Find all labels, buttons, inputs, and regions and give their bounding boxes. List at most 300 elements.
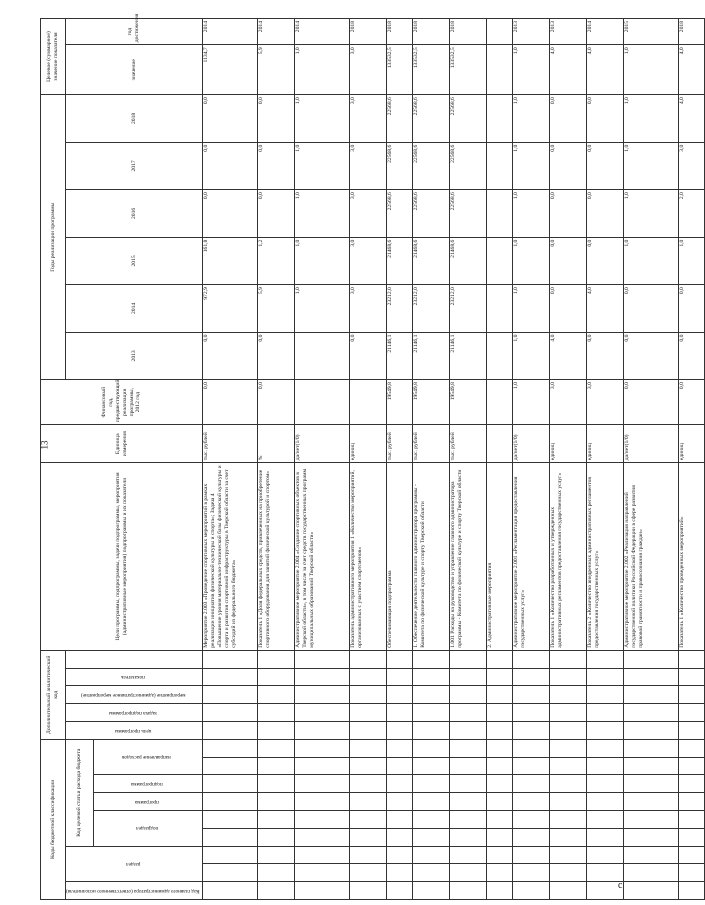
- code-cell: [487, 882, 513, 900]
- code-cell: [587, 739, 624, 757]
- unit-cell: единиц: [587, 425, 624, 463]
- year-value-cell: 22568,6: [413, 142, 450, 189]
- code-cell: [513, 793, 550, 811]
- final-value-cell: 1,0: [624, 45, 679, 95]
- code-cell: [203, 757, 258, 775]
- table-body: [203, 19, 705, 900]
- year-value-cell: 22568,6: [413, 190, 450, 237]
- final-value-cell: 1,0: [295, 45, 350, 95]
- code-cell: [487, 722, 513, 740]
- year-value-cell: 0,0: [350, 332, 387, 379]
- code-cell: [295, 882, 350, 900]
- year-value-cell: 0,0: [679, 332, 705, 379]
- code-cell: [350, 775, 387, 793]
- table-row: [487, 19, 513, 900]
- code-cell: [413, 811, 450, 829]
- year-value-cell: 22568,6: [450, 95, 487, 143]
- year-value-cell: [295, 332, 350, 379]
- code-cell: [487, 811, 513, 829]
- final-year-cell: [487, 19, 513, 45]
- year-value-cell: 1,0: [624, 190, 679, 237]
- subsection-header: подраздел: [135, 825, 158, 832]
- code-cell: [679, 864, 705, 882]
- code-cell: [450, 686, 487, 704]
- code-cell: [203, 864, 258, 882]
- year-value-cell: 0,0: [587, 190, 624, 237]
- code-cell: [513, 668, 550, 686]
- code-cell: [513, 704, 550, 722]
- unit-header: Единица измерения: [41, 425, 203, 463]
- year-value-cell: 1,0: [679, 237, 705, 284]
- code-cell: [350, 846, 387, 864]
- name-cell: 1. Обеспечение деятельности главного администратора программы - Комитета по физической культуре и спорту Тверской области: [413, 463, 450, 651]
- year-value-cell: 1,0: [624, 142, 679, 189]
- year-value-cell: 0,0: [587, 237, 624, 284]
- year-value-cell: 0,0: [203, 142, 258, 189]
- code-cell: [624, 704, 679, 722]
- code-cell: [203, 811, 258, 829]
- code-cell: [587, 704, 624, 722]
- code-cell: [679, 757, 705, 775]
- final-value-cell: 4,0: [550, 45, 587, 95]
- year-value-cell: 2,0: [679, 190, 705, 237]
- code-cell: [387, 722, 413, 740]
- code-cell: [550, 846, 587, 864]
- code-cell: [487, 757, 513, 775]
- code-cell: [413, 775, 450, 793]
- code-cell: [387, 775, 413, 793]
- year-value-cell: 0,0: [550, 142, 587, 189]
- code-cell: [487, 846, 513, 864]
- prev-year-cell: 0,0: [679, 380, 705, 425]
- prev-year-cell: 0,0: [203, 380, 258, 425]
- prev-year-cell: [350, 380, 387, 425]
- code-cell: [450, 864, 487, 882]
- code-cell: [587, 668, 624, 686]
- code-cell: [679, 668, 705, 686]
- code-cell: [679, 650, 705, 668]
- code-cell: [487, 864, 513, 882]
- code-cell: [513, 811, 550, 829]
- code-cell: [679, 846, 705, 864]
- final-value-cell: [487, 45, 513, 95]
- code-cell: [258, 704, 295, 722]
- code-cell: [203, 650, 258, 668]
- year-value-cell: 21146,1: [387, 332, 413, 379]
- unit-cell: %: [258, 425, 295, 463]
- year-value-cell: 4,0: [587, 285, 624, 332]
- year-value-cell: 21468,6: [413, 237, 450, 284]
- final-value-cell: 1134,7: [203, 45, 258, 95]
- code-cell: [295, 775, 350, 793]
- budget-code-header: Коды бюджетной классификации: [41, 739, 66, 899]
- year-value-cell: 0,0: [258, 95, 295, 143]
- code-cell: [387, 864, 413, 882]
- code-cell: [203, 846, 258, 864]
- year-value-cell: 22568,6: [387, 190, 413, 237]
- code-cell: [513, 650, 550, 668]
- code-cell: [203, 704, 258, 722]
- code-cell: [203, 668, 258, 686]
- code-cell: [513, 686, 550, 704]
- year-value-cell: 161,8: [203, 237, 258, 284]
- code-cell: [295, 864, 350, 882]
- code-cell: [258, 775, 295, 793]
- code-cell: [587, 864, 624, 882]
- event-header: мероприятие (административное мероприятие): [80, 692, 186, 698]
- code-cell: [203, 775, 258, 793]
- target-article-header: Код целевой статьи расхода бюджета: [66, 739, 94, 846]
- year-value-cell: 0,0: [550, 237, 587, 284]
- name-cell: 2. Административные мероприятия: [487, 463, 513, 651]
- code-cell: [487, 668, 513, 686]
- code-cell: [450, 668, 487, 686]
- code-cell: [487, 686, 513, 704]
- final-value-subheader: значение: [66, 45, 203, 95]
- code-cell: [624, 668, 679, 686]
- code-cell: [550, 739, 587, 757]
- code-cell: [587, 882, 624, 900]
- year-value-cell: 1,0: [295, 237, 350, 284]
- code-cell: [387, 686, 413, 704]
- year-value-cell: 0,0: [587, 142, 624, 189]
- prev-year-cell: 19549,8: [387, 380, 413, 425]
- unit-cell: единиц: [679, 425, 705, 463]
- prev-year-header: Финансовый год, предшествующий реализации программы, 2012 год: [41, 380, 203, 425]
- code-cell: [450, 757, 487, 775]
- code-cell: [513, 739, 550, 757]
- code-cell: [487, 775, 513, 793]
- code-cell: [450, 793, 487, 811]
- code-cell: [513, 775, 550, 793]
- year-value-cell: 0,0: [550, 95, 587, 143]
- year-value-cell: 21468,6: [450, 237, 487, 284]
- table-row: [624, 19, 679, 900]
- code-cell: [679, 882, 705, 900]
- year-value-cell: 4,0: [550, 332, 587, 379]
- final-year-cell: 2018: [350, 19, 387, 45]
- table-row: [413, 19, 450, 900]
- year-value-cell: 1,0: [624, 237, 679, 284]
- code-cell: [413, 686, 450, 704]
- code-cell: [487, 650, 513, 668]
- code-cell: [550, 811, 587, 829]
- code-cell: [295, 846, 350, 864]
- final-year-cell: 2018: [679, 19, 705, 45]
- code-cell: [350, 686, 387, 704]
- code-cell: [624, 811, 679, 829]
- code-cell: [350, 757, 387, 775]
- code-cell: [295, 686, 350, 704]
- code-cell: [487, 793, 513, 811]
- code-cell: [387, 739, 413, 757]
- code-cell: [258, 668, 295, 686]
- code-cell: [487, 704, 513, 722]
- additional-code-header: Дополнительный аналитический код: [41, 650, 66, 739]
- code-cell: [679, 793, 705, 811]
- code-cell: [258, 739, 295, 757]
- code-cell: [513, 722, 550, 740]
- code-cell: [350, 650, 387, 668]
- code-cell: [550, 793, 587, 811]
- code-cell: [487, 828, 513, 846]
- code-cell: [587, 846, 624, 864]
- code-cell: [203, 739, 258, 757]
- admin-code-header: Код главного администратора (ответственного исполнителя): [66, 887, 200, 894]
- year-value-cell: 3,0: [350, 190, 387, 237]
- code-cell: [550, 882, 587, 900]
- code-cell: [295, 811, 350, 829]
- code-cell: [258, 686, 295, 704]
- year-value-cell: 0,0: [203, 190, 258, 237]
- name-cell: Показатель административного мероприятия 1 «Количество мероприятий, организованных с участием спортсменов»: [350, 463, 387, 651]
- prev-year-cell: 0,0: [258, 380, 295, 425]
- unit-cell: тыс. рублей: [450, 425, 487, 463]
- name-cell: Административное мероприятие 2.001 «Регламентация предоставления государственных услуг»: [513, 463, 550, 651]
- name-cell: Показатель 1 «Доля федеральных средств, привлеченных на приобретение спортивного оборудования для занятий физической культурой и спортом»: [258, 463, 295, 651]
- year-value-cell: 21468,6: [387, 237, 413, 284]
- code-cell: [387, 650, 413, 668]
- year-value-cell: 972,9: [203, 285, 258, 332]
- code-cell: [258, 757, 295, 775]
- code-cell: [450, 704, 487, 722]
- year-value-cell: 3,0: [679, 142, 705, 189]
- code-cell: [679, 739, 705, 757]
- code-cell: [587, 722, 624, 740]
- section-header: раздел: [125, 861, 141, 868]
- code-cell: [624, 864, 679, 882]
- code-cell: [413, 739, 450, 757]
- final-year-cell: 2018: [413, 19, 450, 45]
- code-cell: [295, 704, 350, 722]
- code-cell: [624, 828, 679, 846]
- year-value-cell: 21146,1: [413, 332, 450, 379]
- code-cell: [550, 650, 587, 668]
- code-cell: [624, 650, 679, 668]
- code-cell: [513, 846, 550, 864]
- year-value-cell: 23212,0: [387, 285, 413, 332]
- year-value-cell: 4,0: [679, 95, 705, 143]
- year-value-cell: 0,0: [203, 95, 258, 143]
- final-value-cell: 4,0: [679, 45, 705, 95]
- rotated-table-page: [40, 13, 686, 900]
- code-cell: [350, 828, 387, 846]
- unit-cell: да/нет(1/0): [624, 425, 679, 463]
- code-cell: [258, 722, 295, 740]
- unit-cell: единиц: [550, 425, 587, 463]
- code-cell: [450, 775, 487, 793]
- code-cell: [587, 650, 624, 668]
- final-value-cell: 1,0: [513, 45, 550, 95]
- code-cell: [550, 704, 587, 722]
- code-cell: [679, 686, 705, 704]
- final-year-cell: 2014: [587, 19, 624, 45]
- year-value-cell: 0,0: [258, 142, 295, 189]
- name-cell: Административное мероприятие 2.002 «Реализация направлений государственной политики Российской Федерации в сфере развития правовой грамотности и правосознания граждан»: [624, 463, 679, 651]
- year-value-cell: 3,0: [350, 237, 387, 284]
- code-cell: [413, 793, 450, 811]
- code-cell: [258, 811, 295, 829]
- final-year-cell: 2014: [295, 19, 350, 45]
- year-value-cell: 21146,1: [450, 332, 487, 379]
- unit-cell: тыс. рублей: [413, 425, 450, 463]
- year-value-cell: 22568,6: [450, 142, 487, 189]
- code-cell: [203, 686, 258, 704]
- final-year-cell: 2018: [450, 19, 487, 45]
- unit-cell: [487, 425, 513, 463]
- table-row: [550, 19, 587, 900]
- code-cell: [679, 828, 705, 846]
- final-value-cell: 133532,5: [413, 45, 450, 95]
- code-cell: [487, 739, 513, 757]
- year-value-cell: 0,0: [624, 332, 679, 379]
- prev-year-cell: [487, 380, 513, 425]
- table-row: [258, 19, 295, 900]
- code-cell: [295, 828, 350, 846]
- code-cell: [550, 775, 587, 793]
- code-cell: [387, 846, 413, 864]
- program-header: программа: [134, 798, 159, 805]
- year-2018-header: 2018: [66, 95, 203, 143]
- code-cell: [258, 864, 295, 882]
- code-cell: [450, 739, 487, 757]
- prev-year-cell: 19549,8: [450, 380, 487, 425]
- table-row: [679, 19, 705, 900]
- code-cell: [258, 882, 295, 900]
- code-cell: [679, 722, 705, 740]
- code-cell: [450, 811, 487, 829]
- prev-year-cell: 0,0: [624, 380, 679, 425]
- table-row: [450, 19, 487, 900]
- program-indicators-table: [40, 13, 705, 900]
- indicator-header: показатель: [120, 674, 145, 681]
- code-cell: [450, 846, 487, 864]
- code-cell: [624, 739, 679, 757]
- year-value-cell: 0,0: [587, 95, 624, 143]
- table-row: [513, 19, 550, 900]
- code-cell: [387, 828, 413, 846]
- year-value-cell: 1,0: [295, 285, 350, 332]
- unit-cell: тыс. рублей: [203, 425, 258, 463]
- code-cell: [387, 793, 413, 811]
- code-cell: [413, 846, 450, 864]
- year-value-cell: 1,0: [513, 332, 550, 379]
- final-year-subheader: год достижения: [66, 19, 203, 45]
- code-cell: [450, 828, 487, 846]
- code-cell: [624, 793, 679, 811]
- code-cell: [587, 775, 624, 793]
- code-cell: [587, 757, 624, 775]
- code-cell: [350, 793, 387, 811]
- year-value-cell: 1,0: [513, 190, 550, 237]
- code-cell: [295, 739, 350, 757]
- code-cell: [679, 704, 705, 722]
- year-value-cell: [487, 285, 513, 332]
- code-cell: [203, 793, 258, 811]
- prev-year-cell: 3,0: [587, 380, 624, 425]
- year-value-cell: 23212,0: [413, 285, 450, 332]
- code-cell: [203, 882, 258, 900]
- code-cell: [258, 846, 295, 864]
- name-cell: Административное мероприятие 2.004 «Создание спортивных объектов в Тверской области», в том числе за счет средств государственных программ муниципальных образований Тверской области»: [295, 463, 350, 651]
- corner-mark: с: [618, 880, 623, 891]
- table-row: [387, 19, 413, 900]
- code-cell: [587, 828, 624, 846]
- code-cell: [679, 775, 705, 793]
- code-cell: [413, 864, 450, 882]
- year-value-cell: 22568,6: [450, 190, 487, 237]
- code-cell: [624, 846, 679, 864]
- code-cell: [450, 722, 487, 740]
- prev-year-cell: 19549,8: [413, 380, 450, 425]
- prev-year-cell: 3,0: [550, 380, 587, 425]
- year-value-cell: 22568,6: [387, 142, 413, 189]
- unit-cell: тыс. рублей: [387, 425, 413, 463]
- name-header: Цели программы, подпрограммы, задачи подпрограммы, мероприятия (административные мероприятия) подпрограммы и их показатели: [41, 463, 203, 651]
- prev-year-cell: 1,0: [513, 380, 550, 425]
- year-2017-header: 2017: [66, 142, 203, 189]
- code-cell: [450, 882, 487, 900]
- year-value-cell: 3,0: [350, 95, 387, 143]
- unit-cell: да/нет(1/0): [513, 425, 550, 463]
- final-value-cell: 4,0: [587, 45, 624, 95]
- name-cell: Обеспечивающая подпрограмма: [387, 463, 413, 651]
- final-year-cell: 2018: [387, 19, 413, 45]
- code-cell: [295, 650, 350, 668]
- code-cell: [203, 828, 258, 846]
- year-value-cell: 0,0: [258, 190, 295, 237]
- code-cell: [513, 864, 550, 882]
- year-value-cell: 1,0: [295, 190, 350, 237]
- code-cell: [350, 668, 387, 686]
- final-value-cell: 3,0: [350, 45, 387, 95]
- code-cell: [624, 686, 679, 704]
- code-cell: [550, 686, 587, 704]
- year-value-cell: 1,0: [624, 95, 679, 143]
- table-row: [295, 19, 350, 900]
- unit-cell: да/нет(1/0): [295, 425, 350, 463]
- final-value-cell: 133532,5: [387, 45, 413, 95]
- code-cell: [550, 757, 587, 775]
- name-cell: Показатель 1 «Количество разработанных и утвержденных административных регламентов предоставления государственных услуг»: [550, 463, 587, 651]
- year-2014-header: 2014: [66, 285, 203, 332]
- code-cell: [413, 668, 450, 686]
- year-2015-header: 2015: [66, 237, 203, 284]
- code-cell: [624, 882, 679, 900]
- year-value-cell: [487, 332, 513, 379]
- year-value-cell: [487, 142, 513, 189]
- prev-year-cell: [295, 380, 350, 425]
- code-cell: [387, 757, 413, 775]
- table-row: [203, 19, 258, 900]
- code-cell: [624, 757, 679, 775]
- code-cell: [413, 757, 450, 775]
- code-cell: [550, 864, 587, 882]
- code-cell: [587, 811, 624, 829]
- target-header: цель программы: [114, 727, 152, 734]
- final-value-header: Целевое (суммарное) значение показателя: [41, 19, 66, 95]
- code-cell: [350, 704, 387, 722]
- code-cell: [295, 722, 350, 740]
- year-value-cell: [487, 95, 513, 143]
- direction-header: направление расходов: [122, 754, 172, 761]
- year-value-cell: 22568,6: [387, 95, 413, 143]
- year-value-cell: [487, 237, 513, 284]
- final-year-cell: 2013: [513, 19, 550, 45]
- code-cell: [550, 722, 587, 740]
- years-header: Годы реализации программы: [41, 95, 66, 380]
- code-cell: [624, 775, 679, 793]
